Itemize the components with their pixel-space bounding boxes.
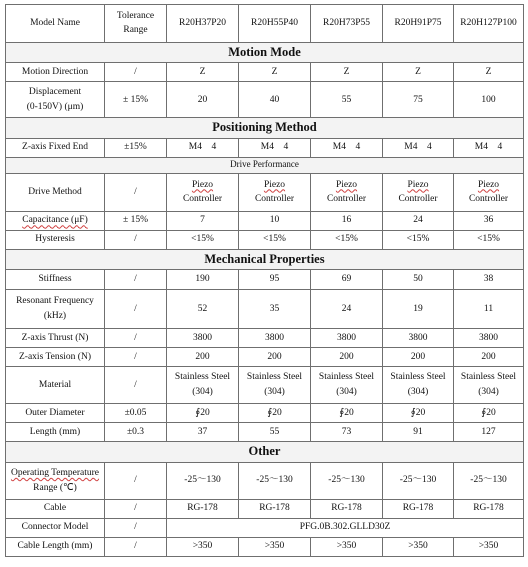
tolerance-cell: / xyxy=(105,462,167,499)
value-cell: 3800 xyxy=(167,329,239,348)
table-row xyxy=(6,63,524,82)
value-cell: 10 xyxy=(239,211,311,230)
value-cell: Z xyxy=(454,63,524,82)
value-cell: 200 xyxy=(167,348,239,367)
table-row xyxy=(6,404,524,423)
value-cell: 3800 xyxy=(383,329,454,348)
tolerance-cell: ± 15% xyxy=(105,211,167,230)
material-line: (304) xyxy=(336,387,357,398)
value-cell: 55 xyxy=(311,82,383,118)
table-row xyxy=(6,348,524,367)
tolerance-cell: / xyxy=(105,518,167,537)
value-cell: <15% xyxy=(167,230,239,249)
value-cell: >350 xyxy=(311,537,383,556)
value-cell: >350 xyxy=(167,537,239,556)
header-cell: R20H91P75 xyxy=(383,5,454,43)
value-cell: M4 4 xyxy=(454,138,524,157)
row-label-line: Range (℃) xyxy=(33,482,77,493)
tolerance-cell: ±15% xyxy=(105,138,167,157)
drive-line: Piezo xyxy=(263,179,286,190)
row-label xyxy=(6,462,105,499)
value-cell: Z xyxy=(311,63,383,82)
header-cell: R20H127P100 xyxy=(454,5,524,43)
value-cell: 190 xyxy=(167,270,239,290)
value-cell: -25～130 xyxy=(239,462,311,499)
material-line: Stainless Steel xyxy=(460,372,517,383)
value-cell: Z xyxy=(239,63,311,82)
value-cell: 7 xyxy=(167,211,239,230)
value-cell: >350 xyxy=(383,537,454,556)
value-cell: >350 xyxy=(454,537,524,556)
value-cell: 3800 xyxy=(454,329,524,348)
tolerance-cell: ± 15% xyxy=(105,82,167,118)
table-row xyxy=(6,230,524,249)
header-row xyxy=(6,5,524,43)
value-cell: <15% xyxy=(383,230,454,249)
table-row xyxy=(6,518,524,537)
drive-line: Piezo xyxy=(191,179,214,190)
value-cell: PFG.0B.302.GLLD30Z xyxy=(167,518,524,537)
row-label xyxy=(6,82,105,118)
row-label: Cable xyxy=(6,499,105,518)
table-row xyxy=(6,423,524,442)
value-cell: ∮20 xyxy=(383,404,454,423)
row-label: Drive Method xyxy=(6,173,105,211)
header-cell: R20H73P55 xyxy=(311,5,383,43)
row-label: Cable Length (mm) xyxy=(6,537,105,556)
drive-line: Piezo xyxy=(407,179,429,190)
header-cell: Tolerance Range xyxy=(105,5,167,43)
value-cell: -25～130 xyxy=(454,462,524,499)
value-cell: 3800 xyxy=(239,329,311,348)
value-cell: M4 4 xyxy=(311,138,383,157)
value-cell xyxy=(311,173,383,211)
material-line: (304) xyxy=(264,387,285,398)
row-label: Material xyxy=(6,367,105,404)
value-cell: 75 xyxy=(383,82,454,118)
row-label: Connector Model xyxy=(6,518,105,537)
row-label: Motion Direction xyxy=(6,63,105,82)
value-cell: <15% xyxy=(311,230,383,249)
value-cell: M4 4 xyxy=(239,138,311,157)
value-cell: Z xyxy=(383,63,454,82)
value-cell: 3800 xyxy=(311,329,383,348)
value-cell xyxy=(167,173,239,211)
value-cell: -25～130 xyxy=(311,462,383,499)
value-cell: 100 xyxy=(454,82,524,118)
drive-line: Controller xyxy=(254,194,295,205)
tolerance-cell: ±0.3 xyxy=(105,423,167,442)
value-cell: 38 xyxy=(454,270,524,290)
value-cell: ∮20 xyxy=(167,404,239,423)
value-cell xyxy=(383,367,454,404)
table-row xyxy=(6,499,524,518)
value-cell: 11 xyxy=(454,290,524,329)
tolerance-cell: / xyxy=(105,367,167,404)
value-cell: RG-178 xyxy=(239,499,311,518)
value-cell: 24 xyxy=(383,211,454,230)
header-cell: R20H37P20 xyxy=(167,5,239,43)
tolerance-cell: / xyxy=(105,230,167,249)
row-label: Length (mm) xyxy=(6,423,105,442)
value-cell: 50 xyxy=(383,270,454,290)
row-label: Stiffness xyxy=(6,270,105,290)
drive-line: Piezo xyxy=(477,179,500,190)
value-cell xyxy=(239,367,311,404)
row-label-line: (kHz) xyxy=(43,311,67,322)
table-row xyxy=(6,270,524,290)
material-line: Stainless Steel xyxy=(390,372,446,383)
tolerance-cell: / xyxy=(105,329,167,348)
drive-line: Controller xyxy=(182,194,223,205)
header-cell: R20H55P40 xyxy=(239,5,311,43)
row-label-line: (0-150V) (μm) xyxy=(26,101,84,112)
material-line: Stainless Steel xyxy=(246,372,303,383)
tolerance-cell: / xyxy=(105,270,167,290)
material-line: Stainless Steel xyxy=(318,372,375,383)
value-cell: RG-178 xyxy=(454,499,524,518)
value-cell: 200 xyxy=(239,348,311,367)
row-label: Hysteresis xyxy=(6,230,105,249)
value-cell: 95 xyxy=(239,270,311,290)
value-cell: 35 xyxy=(239,290,311,329)
table-row xyxy=(6,173,524,211)
value-cell: 52 xyxy=(167,290,239,329)
row-label: Z-axis Tension (N) xyxy=(6,348,105,367)
value-cell: RG-178 xyxy=(383,499,454,518)
tolerance-cell: / xyxy=(105,290,167,329)
table-row xyxy=(6,367,524,404)
row-label: Z-axis Fixed End xyxy=(6,138,105,157)
value-cell: 200 xyxy=(454,348,524,367)
value-cell: ∮20 xyxy=(239,404,311,423)
table-row xyxy=(6,329,524,348)
drive-line: Controller xyxy=(468,194,509,205)
value-cell: 19 xyxy=(383,290,454,329)
value-cell: 20 xyxy=(167,82,239,118)
section-header-drive-performance: Drive Performance xyxy=(6,157,524,173)
value-cell: 69 xyxy=(311,270,383,290)
value-cell: 73 xyxy=(311,423,383,442)
table-row xyxy=(6,138,524,157)
drive-line: Piezo xyxy=(335,179,358,190)
value-cell xyxy=(383,173,454,211)
value-cell: 55 xyxy=(239,423,311,442)
value-cell: 36 xyxy=(454,211,524,230)
table-row xyxy=(6,462,524,499)
value-cell: Z xyxy=(167,63,239,82)
value-cell: >350 xyxy=(239,537,311,556)
row-label-text: Capacitance (μF) xyxy=(22,215,88,226)
spec-table-container xyxy=(5,4,523,557)
value-cell: M4 4 xyxy=(383,138,454,157)
value-cell: <15% xyxy=(239,230,311,249)
value-cell: ∮20 xyxy=(454,404,524,423)
table-row xyxy=(6,82,524,118)
spec-table xyxy=(5,4,524,557)
row-label: Z-axis Thrust (N) xyxy=(6,329,105,348)
value-cell: 24 xyxy=(311,290,383,329)
material-line: (304) xyxy=(407,387,429,398)
value-cell: 200 xyxy=(311,348,383,367)
value-cell: RG-178 xyxy=(311,499,383,518)
tolerance-cell: / xyxy=(105,537,167,556)
value-cell: 37 xyxy=(167,423,239,442)
section-header-mechanical-properties: Mechanical Properties xyxy=(6,249,524,269)
value-cell: 200 xyxy=(383,348,454,367)
value-cell: ∮20 xyxy=(311,404,383,423)
table-row xyxy=(6,290,524,329)
material-line: (304) xyxy=(192,387,213,398)
value-cell: RG-178 xyxy=(167,499,239,518)
material-line: Stainless Steel xyxy=(174,372,231,383)
value-cell: M4 4 xyxy=(167,138,239,157)
drive-line: Controller xyxy=(398,194,438,205)
row-label-line: Resonant Frequency xyxy=(16,296,94,307)
row-label xyxy=(6,211,105,230)
value-cell: -25～130 xyxy=(383,462,454,499)
value-cell xyxy=(239,173,311,211)
value-cell xyxy=(167,367,239,404)
section-header-positioning-method: Positioning Method xyxy=(6,118,524,138)
value-cell: -25～130 xyxy=(167,462,239,499)
table-row xyxy=(6,537,524,556)
row-label xyxy=(6,290,105,329)
value-cell xyxy=(454,367,524,404)
row-label-line: Displacement xyxy=(28,87,82,98)
value-cell xyxy=(311,367,383,404)
value-cell: 91 xyxy=(383,423,454,442)
tolerance-cell: / xyxy=(105,63,167,82)
value-cell: 16 xyxy=(311,211,383,230)
value-cell: 40 xyxy=(239,82,311,118)
drive-line: Controller xyxy=(326,194,367,205)
tolerance-cell: / xyxy=(105,173,167,211)
header-cell: Model Name xyxy=(6,5,105,43)
section-header-other: Other xyxy=(6,442,524,462)
value-cell: <15% xyxy=(454,230,524,249)
tolerance-cell: / xyxy=(105,348,167,367)
row-label: Outer Diameter xyxy=(6,404,105,423)
row-label-line: Operating Temperature xyxy=(10,467,100,478)
section-header-motion-mode: Motion Mode xyxy=(6,43,524,63)
material-line: (304) xyxy=(478,387,499,398)
tolerance-cell: / xyxy=(105,499,167,518)
tolerance-cell: ±0.05 xyxy=(105,404,167,423)
value-cell xyxy=(454,173,524,211)
table-row xyxy=(6,211,524,230)
value-cell: 127 xyxy=(454,423,524,442)
